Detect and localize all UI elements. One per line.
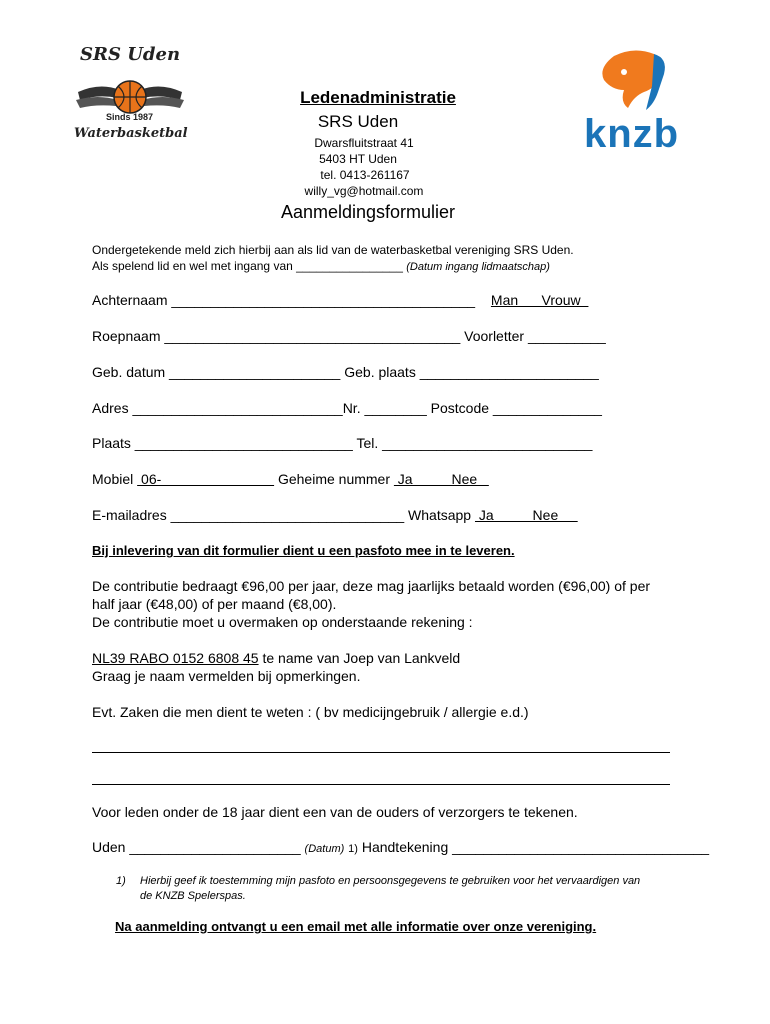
achternaam-field[interactable] bbox=[92, 292, 588, 308]
bank-note: Graag je naam vermelden bij opmerkingen. bbox=[92, 668, 361, 684]
knzb-lion-icon bbox=[584, 46, 696, 120]
adres-field[interactable]: Adres ___________________________Nr. ________ Postcode ______________ bbox=[92, 400, 602, 416]
intro-start-text: Als spelend lid en wel met ingang van ________________ bbox=[92, 259, 403, 273]
evt-text: Evt. Zaken die men dient te weten : ( bv medicijngebruik / allergie e.d.) bbox=[92, 704, 529, 720]
page-title: Ledenadministratie bbox=[300, 88, 456, 107]
contributie-line-2: half jaar (€48,00) of per maand (€8,00). bbox=[92, 596, 337, 612]
evt-answer-line-2[interactable] bbox=[92, 784, 670, 785]
srs-logo-bottom-text: Waterbasketbal bbox=[74, 126, 188, 141]
email-field[interactable] bbox=[92, 507, 578, 523]
knzb-text: knzb bbox=[584, 112, 680, 156]
achternaam-label: Achternaam _______________________________________ bbox=[92, 292, 476, 308]
contributie-line-3: De contributie moet u overmaken op onderstaande rekening : bbox=[92, 614, 473, 630]
club-tel: tel. 0413-261167 bbox=[320, 168, 410, 182]
signature-footnote-ref: 1) bbox=[348, 843, 358, 855]
bank-holder: te name van Joep van Lankveld bbox=[258, 650, 461, 666]
mobiel-field[interactable] bbox=[92, 471, 489, 487]
form-title: Aanmeldingsformulier bbox=[280, 202, 456, 222]
ouders-text: Voor leden onder de 18 jaar dient een van de ouders of verzorgers te tekenen. bbox=[92, 804, 578, 820]
gender-options[interactable]: Man Vrouw bbox=[490, 292, 589, 308]
geheim-options[interactable]: Ja Nee bbox=[393, 471, 489, 487]
footnote-number: 1) bbox=[116, 875, 126, 887]
club-street: Dwarsfluitstraat 41 bbox=[314, 136, 414, 150]
footnote-line-2: de KNZB Spelerspas. bbox=[140, 890, 246, 902]
roepnaam-field[interactable]: Roepnaam ______________________________________ Voorletter __________ bbox=[92, 328, 606, 344]
email-whatsapp-label: E-mailadres ______________________________ Whatsapp bbox=[92, 507, 475, 523]
intro-line-1: Ondergetekende meld zich hierbij aan als lid van de waterbasketbal vereniging SRS Uden. bbox=[92, 243, 574, 257]
club-email: willy_vg@hotmail.com bbox=[304, 184, 424, 198]
footnote-line-1: Hierbij geef ik toestemming mijn pasfoto en persoonsgegevens te gebruiken voor het vervaardigen van bbox=[140, 875, 641, 887]
intro-line-2 bbox=[92, 259, 550, 273]
bank-line bbox=[92, 649, 460, 667]
contributie-line-1: De contributie bedraagt €96,00 per jaar, deze mag jaarlijks betaald worden (€96,00) of per bbox=[92, 578, 651, 594]
mobiel-value[interactable]: 06- bbox=[137, 471, 275, 487]
evt-answer-line-1[interactable] bbox=[92, 752, 670, 753]
signature-field[interactable] bbox=[92, 839, 709, 855]
signature-label: Handtekening _________________________________ bbox=[357, 839, 710, 855]
mobiel-label: Mobiel bbox=[92, 471, 138, 487]
club-name: SRS Uden bbox=[317, 112, 399, 131]
signature-place: Uden ______________________ bbox=[92, 839, 301, 855]
srs-logo-top-text: SRS Uden bbox=[80, 44, 181, 65]
whatsapp-options[interactable]: Ja Nee bbox=[474, 507, 578, 523]
plaats-field[interactable]: Plaats ____________________________ Tel. ___________________________ bbox=[92, 435, 593, 451]
closing-notice: Na aanmelding ontvangt u een email met alle informatie over onze vereniging. bbox=[115, 919, 597, 934]
iban-link[interactable]: NL39 RABO 0152 6808 45 bbox=[92, 650, 259, 666]
geheim-label: Geheime nummer bbox=[274, 471, 394, 487]
signature-date-note: (Datum) bbox=[304, 843, 345, 855]
pasfoto-notice: Bij inlevering van dit formulier dient u een pasfoto mee in te leveren. bbox=[92, 543, 515, 558]
gebdatum-field[interactable]: Geb. datum ______________________ Geb. plaats _______________________ bbox=[92, 364, 599, 380]
srs-logo-since: Sinds 1987 bbox=[106, 112, 154, 122]
club-postal: 5403 HT Uden bbox=[319, 152, 397, 166]
intro-date-note: (Datum ingang lidmaatschap) bbox=[406, 261, 550, 273]
